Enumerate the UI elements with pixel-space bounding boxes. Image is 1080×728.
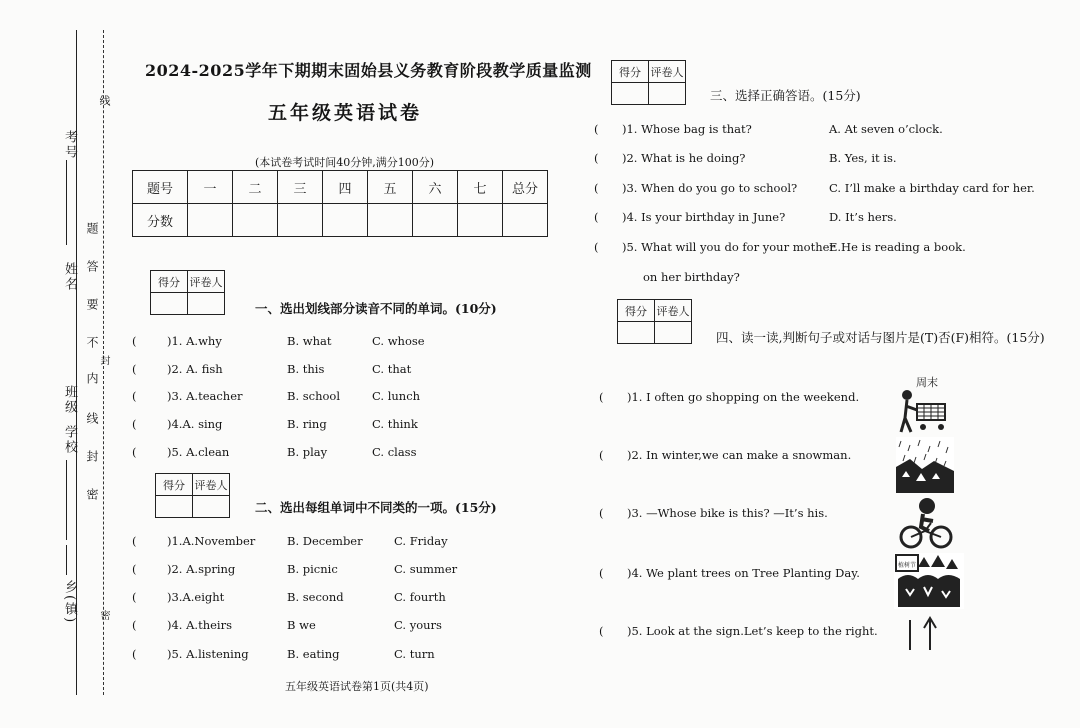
answer-paren[interactable]: ( [594,181,599,195]
option-a: )5. A.listening [167,647,249,661]
grader-cell[interactable] [188,293,225,315]
question-text: )5. What will you do for your mother [622,240,835,254]
statement-text: )2. In winter,we can make a snowman. [627,448,852,462]
answer-paren[interactable]: ( [132,389,137,403]
grader-cell-label: 评卷人 [193,474,230,496]
option-b: B. what [287,334,332,348]
answer-paren[interactable]: ( [599,448,604,462]
township-label: 乡(镇) [62,580,77,625]
score-table-header: 二 [233,171,278,204]
answer-paren[interactable]: ( [132,417,137,431]
township-blank [66,545,67,575]
binding-char: 封 [98,355,109,367]
score-table-header: 一 [188,171,233,204]
section-2-title: 二、选出每组单词中不同类的一项。(15分) [255,500,497,515]
exam-number-blank [66,160,67,245]
statement-text: )4. We plant trees on Tree Planting Day. [627,566,860,580]
option-b: B we [287,618,316,632]
binding-char: 不 [85,336,99,350]
exam-title: 2024-2025学年下期期末固始县义务教育阶段教学质量监测 [145,61,592,80]
score-table-header: 六 [413,171,458,204]
option-a: )4.A. sing [167,417,223,431]
score-table-header: 四 [323,171,368,204]
answer-paren[interactable]: ( [132,618,137,632]
grader-cell-label: 评卷人 [188,271,225,293]
option-c: C. yours [394,618,442,632]
answer-paren[interactable]: ( [594,240,599,254]
score-cell-label: 得分 [151,271,188,293]
score-cell[interactable] [368,204,413,237]
score-table [132,170,548,237]
score-cell[interactable] [151,293,188,315]
score-cell[interactable] [278,204,323,237]
option-b: B. ring [287,417,327,431]
option-c: C. whose [372,334,425,348]
tree-planting-image [894,553,964,609]
score-table-header: 三 [278,171,323,204]
option-b: B. December [287,534,363,548]
score-cell[interactable] [503,204,548,237]
score-cell-label: 得分 [156,474,193,496]
school-blank [66,460,67,540]
answer-paren[interactable]: ( [599,390,604,404]
section-4-title: 四、读一读,判断句子或对话与图片是(T)否(F)相符。(15分) [716,330,1045,345]
option-a: )4. A.theirs [167,618,232,632]
binding-char: 密 [98,610,109,622]
school-label: 学校 [62,425,77,455]
binding-char: 题 [85,222,99,236]
grader-box-4 [617,299,692,344]
grader-cell-label: 评卷人 [655,300,692,322]
statement-text: )5. Look at the sign.Let’s keep to the right. [627,624,878,638]
score-cell[interactable] [156,496,193,518]
grader-box-1 [150,270,225,315]
answer-paren[interactable]: ( [132,445,137,459]
option-b: B. this [287,362,325,376]
binding-char: 封 [85,450,99,464]
score-cell-label: 得分 [618,300,655,322]
score-table-header: 总分 [503,171,548,204]
section-3-title: 三、选择正确答语。(15分) [710,88,861,103]
option-b: B. eating [287,647,340,661]
option-c: C. class [372,445,417,459]
score-table-header-label: 题号 [133,171,188,204]
statement-text: )3. —Whose bike is this? —It’s his. [627,506,828,520]
binding-char: 线 [85,412,99,426]
answer-option: B. Yes, it is. [829,151,897,165]
tree-planting-sign-text: 植树节 [898,562,917,569]
question-text: on her birthday? [643,270,740,284]
binding-char: 密 [85,488,99,502]
weekend-caption: 周末 [916,376,938,389]
question-text: )3. When do you go to school? [622,181,798,195]
option-a: )3.A.eight [167,590,225,604]
keep-right-sign-image [900,612,940,652]
answer-option: E.He is reading a book. [829,240,966,254]
answer-option: A. At seven o’clock. [829,122,943,136]
option-a: )2. A. fish [167,362,223,376]
answer-paren[interactable]: ( [132,590,137,604]
answer-option: D. It’s hers. [829,210,897,224]
section-1-title: 一、选出划线部分读音不同的单词。(10分) [255,301,497,316]
option-c: C. think [372,417,418,431]
question-text: )4. Is your birthday in June? [622,210,786,224]
binding-char: 答 [85,260,99,274]
score-table-header: 七 [458,171,503,204]
grader-cell[interactable] [655,322,692,344]
question-text: )1. Whose bag is that? [622,122,752,136]
answer-paren[interactable]: ( [599,506,604,520]
option-c: C. summer [394,562,458,576]
option-a: )1. A.why [167,334,222,348]
score-cell[interactable] [413,204,458,237]
binding-char: 要 [85,298,99,312]
answer-paren[interactable]: ( [594,210,599,224]
option-c: C. fourth [394,590,446,604]
answer-option: C. I’ll make a birthday card for her. [829,181,1035,195]
answer-paren[interactable]: ( [132,362,137,376]
option-c: C. lunch [372,389,421,403]
score-cell[interactable] [188,204,233,237]
answer-paren[interactable]: ( [132,334,137,348]
binding-char: 线 [98,95,111,108]
score-row-label: 分数 [133,204,188,237]
score-cell[interactable] [458,204,503,237]
answer-paren[interactable]: ( [132,562,137,576]
winter-rain-image [896,437,954,493]
option-c: C. that [372,362,412,376]
question-text: )2. What is he doing? [622,151,746,165]
score-cell-label: 得分 [612,61,649,83]
statement-text: )1. I often go shopping on the weekend. [627,390,860,404]
answer-paren[interactable]: ( [594,122,599,136]
answer-paren[interactable]: ( [599,624,604,638]
exam-subtitle: 五年级英语试卷 [268,102,423,124]
score-cell[interactable] [323,204,368,237]
option-b: B. play [287,445,328,459]
exam-note: (本试卷考试时间40分钟,满分100分) [255,156,435,169]
score-table-header: 五 [368,171,413,204]
binding-char: 内 [85,372,99,386]
grader-cell[interactable] [649,83,686,105]
answer-paren[interactable]: ( [599,566,604,580]
option-b: B. picnic [287,562,338,576]
option-b: B. second [287,590,344,604]
option-a: )2. A.spring [167,562,236,576]
option-a: )5. A.clean [167,445,230,459]
exam-number-label: 考号 [62,130,77,160]
score-cell[interactable] [612,83,649,105]
score-cell[interactable] [233,204,278,237]
option-a: )3. A.teacher [167,389,243,403]
grader-cell-label: 评卷人 [649,61,686,83]
answer-paren[interactable]: ( [132,647,137,661]
class-label: 班级 [62,385,77,415]
score-cell[interactable] [618,322,655,344]
option-b: B. school [287,389,341,403]
answer-paren[interactable]: ( [594,151,599,165]
option-a: )1.A.November [167,534,256,548]
grader-box-2 [155,473,230,518]
bike-rider-image [899,497,953,549]
grader-box-3 [611,60,686,105]
option-c: C. turn [394,647,435,661]
option-c: C. Friday [394,534,448,548]
page-footer: 五年级英语试卷第1页(共4页) [285,680,429,693]
grader-cell[interactable] [193,496,230,518]
answer-paren[interactable]: ( [132,534,137,548]
name-label: 姓名 [62,262,77,292]
shopping-cart-image [893,388,953,434]
